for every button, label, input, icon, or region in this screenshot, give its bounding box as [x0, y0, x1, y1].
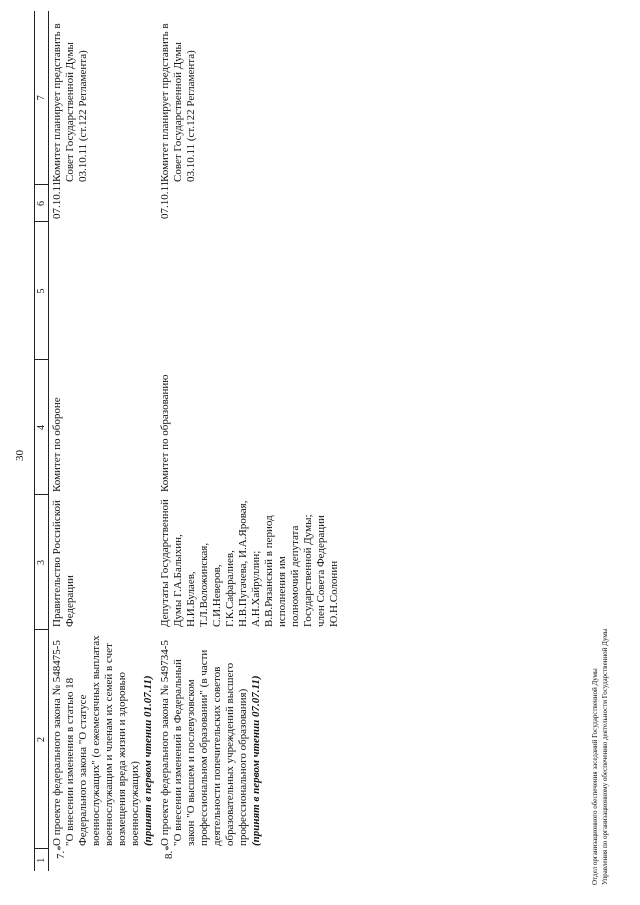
table-row [49, 11, 158, 871]
bill-cell [49, 630, 158, 849]
committee: Комитет по обороне [51, 397, 63, 492]
initiator: Правительство Российской Федерации [51, 500, 76, 627]
column-5-cell [49, 222, 158, 360]
date: 07.10.11 [159, 180, 171, 219]
row-number: 8.* [163, 845, 175, 859]
footer [590, 629, 610, 885]
bill-cell [157, 630, 343, 849]
bill-title: О проекте федерального закона № 549734-5 "О внесении изменений в Федеральный закон "О высшем и послевузовском профессиональном образовании" (в части деятельности попечительских советов образовательных учреждений высшего профессионального образования) [159, 640, 249, 846]
bill-note: (принят в первом чтении 07.07.11) [250, 675, 262, 846]
column-header: 4 [35, 360, 49, 495]
column-header: 7 [35, 11, 49, 185]
table-header-row [35, 11, 49, 871]
footer-line: Управления по организационному обеспечению деятельности Государственной Думы [601, 628, 609, 885]
bill-note: (принят в первом чтении 01.07.11) [142, 675, 154, 846]
column-header: 5 [35, 222, 49, 360]
remark: Комитет планирует представить в Совет Государственной Думы 03.10.11 (ст.122 Регламента) [159, 23, 197, 182]
table-row [157, 11, 343, 871]
column-header: 3 [35, 495, 49, 630]
date: 07.10.11 [51, 180, 63, 219]
page-number: 30 [14, 450, 26, 461]
initiator: Депутаты Государственной Думы Г.А.Балыхин, Н.И.Булаев, Т.Л.Воложинская, С.И.Неверов, Г.К.Сафаралиев, Н.В.Пугачева, И.А.Яровая, А.Н.Хайруллин; В.В.Рязанский в период исполнения им полномочий депутата Государственной Думы; член Совета Федерации Ю.Н.Солонин [159, 499, 340, 627]
schedule-table [34, 11, 343, 871]
bill-title: О проекте федерального закона № 548475-5 "О внесении изменения в статью 18 Федерального закона "О статусе военнослужащих" (о ежемесячных выплатах военнослужащим и членам их семей в счет возмещения вреда жизни и здоровью военнослужащих) [51, 635, 141, 846]
column-header: 6 [35, 185, 49, 222]
column-5-cell [157, 222, 343, 360]
column-header: 2 [35, 630, 49, 849]
committee: Комитет по образованию [159, 374, 171, 492]
remark: Комитет планирует представить в Совет Государственной Думы 03.10.11 (ст.122 Регламента) [51, 23, 89, 182]
footer-line: Отдел организационного обеспечения заседаний Государственной Думы [591, 668, 599, 885]
row-number: 7.* [55, 845, 67, 859]
column-header: 1 [35, 849, 49, 871]
